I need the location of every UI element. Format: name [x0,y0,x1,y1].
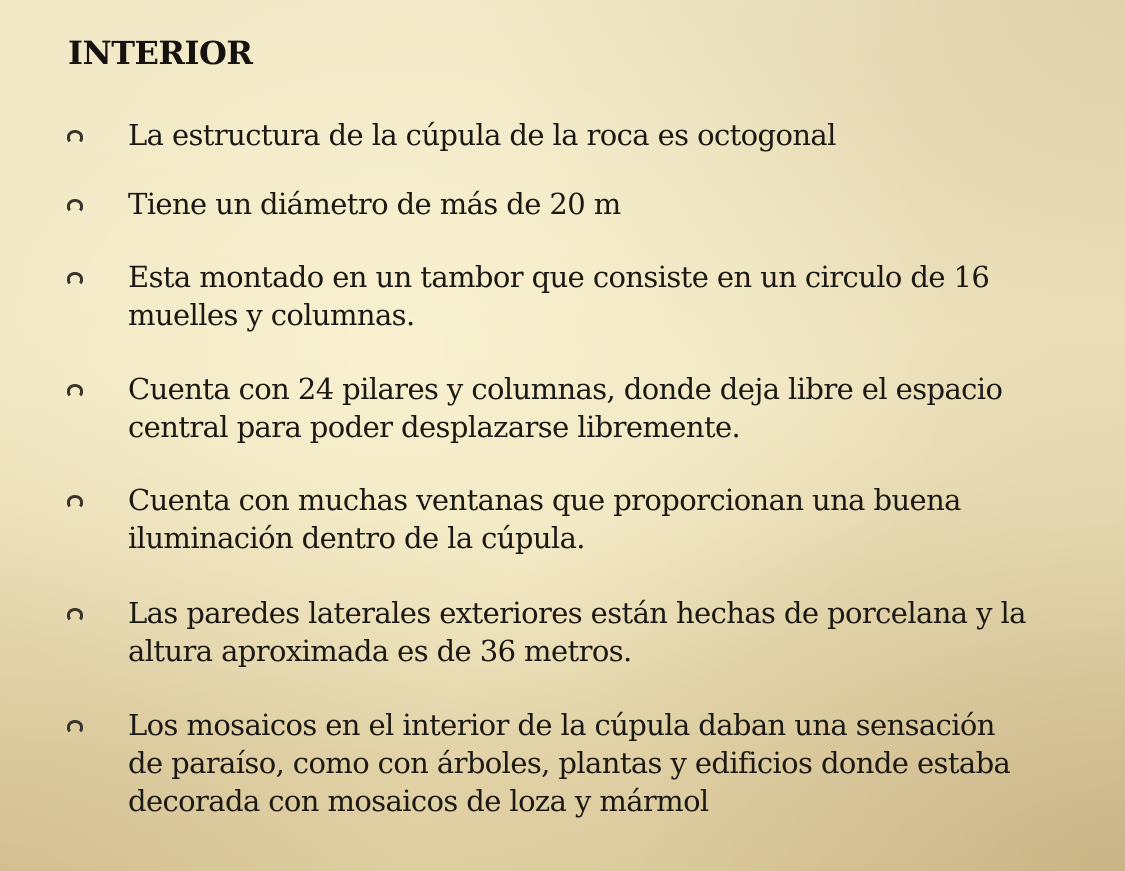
bullet-text: Esta montado en un tambor que consiste en un circulo de 16 muelles y columnas. [128,260,990,332]
hollow-circle-bullet-icon [67,720,83,734]
hollow-circle-bullet-icon [67,495,83,509]
bullet-text: Tiene un diámetro de más de 20 m [128,187,621,221]
slide-title: INTERIOR [68,34,253,72]
hollow-circle-bullet-icon [67,130,83,144]
hollow-circle-bullet-icon [67,272,83,286]
bullet-text: Cuenta con 24 pilares y columnas, donde deja libre el espacio central para poder desplazarse libremente. [128,372,1003,444]
hollow-circle-bullet-icon [67,199,83,213]
hollow-circle-bullet-icon [67,608,83,622]
bullet-text: Cuenta con muchas ventanas que proporcionan una buena iluminación dentro de la cúpula. [128,483,961,555]
bullet-text: Los mosaicos en el interior de la cúpula daban una sensación de paraíso, como con árboles, plantas y edificios donde estaba decorada con mosaicos de loza y mármol [128,708,1011,818]
bullet-text: Las paredes laterales exteriores están hechas de porcelana y la altura aproximada es de 36 metros. [128,596,1026,668]
hollow-circle-bullet-icon [67,384,83,398]
bullet-text: La estructura de la cúpula de la roca es octogonal [128,118,836,152]
